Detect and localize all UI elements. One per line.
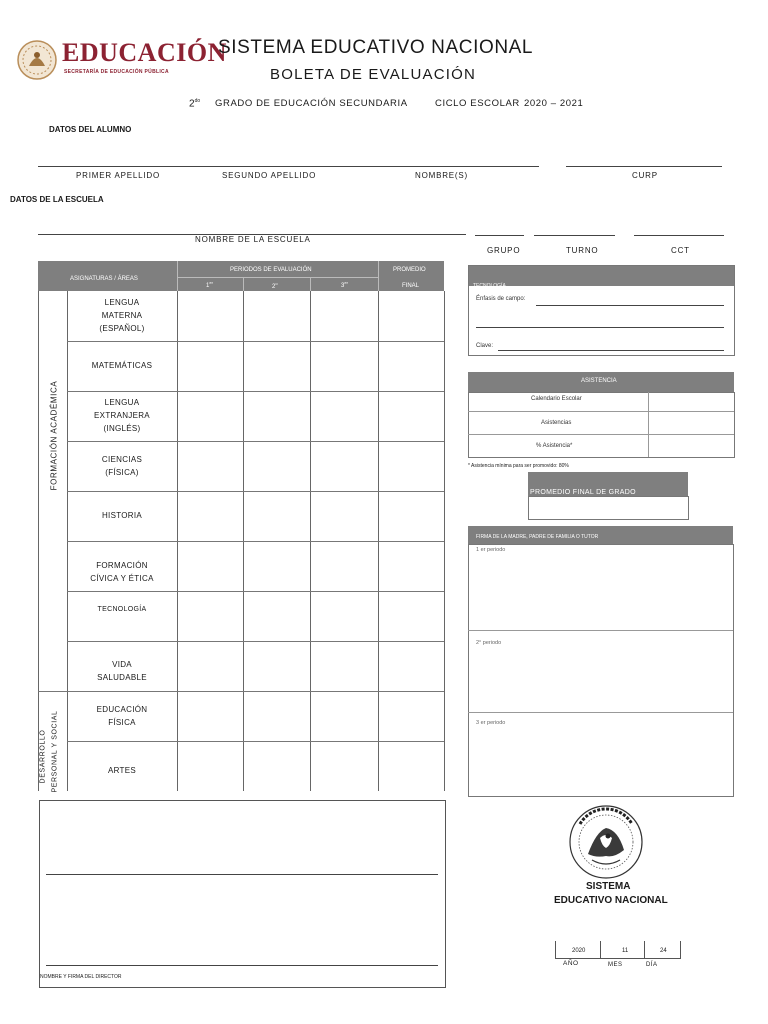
date-day-label: DÍA: [646, 962, 658, 968]
header-divider: [378, 261, 379, 291]
second-surname-label: SEGUNDO APELLIDO: [222, 171, 317, 180]
table-row: [67, 441, 444, 442]
header-divider: [243, 277, 244, 291]
date-year-label: AÑO: [563, 960, 579, 967]
curp-line[interactable]: [566, 166, 722, 167]
subject-vida-saludable: VIDA SALUDABLE: [97, 660, 147, 682]
shift-label: TURNO: [566, 246, 599, 255]
subject-matematicas: MATEMÁTICAS: [91, 361, 153, 370]
eagle-emblem-icon: [16, 39, 58, 81]
student-name-line[interactable]: [38, 166, 539, 167]
group-label-academic: FORMACIÓN ACADÉMICA: [49, 380, 59, 491]
subject-lengua-extranjera: LENGUA EXTRANJERA (INGLÉS): [94, 398, 150, 433]
logo-subtitle: SECRETARÍA DE EDUCACIÓN PÚBLICA: [64, 69, 169, 75]
official-seal: [566, 802, 646, 882]
director-name-line[interactable]: [46, 965, 438, 966]
page-title: SISTEMA EDUCATIVO NACIONAL: [218, 37, 534, 58]
attendance-note: * Asistencia mínima para ser promovido: 80%: [468, 463, 569, 469]
table-border: [444, 291, 445, 791]
subject-lengua-materna: LENGUA MATERNA (ESPAÑOL): [99, 298, 145, 333]
period-2-header: 2$^o$: [272, 281, 278, 290]
subject-historia: HISTORIA: [101, 511, 143, 520]
page-subtitle: BOLETA DE EVALUACIÓN: [270, 66, 476, 83]
director-label: NOMBRE Y FIRMA DEL DIRECTOR: [40, 974, 122, 980]
subject-educacion-fisica: EDUCACIÓN FÍSICA: [96, 705, 148, 727]
first-surname-label: PRIMER APELLIDO: [76, 171, 161, 180]
date-month[interactable]: 11: [622, 948, 629, 954]
grade-number: [189, 98, 200, 109]
final-average-value-box[interactable]: [528, 496, 689, 520]
signature-period-2[interactable]: 2° periodo: [476, 640, 502, 646]
date-divider: [600, 941, 601, 959]
signature-period-3[interactable]: 3 er periodo: [476, 720, 506, 726]
grade-suffix: do: [194, 98, 201, 104]
period-3-header: 3er: [341, 280, 348, 289]
signature-box: [468, 544, 734, 797]
cycle-label: CICLO ESCOLAR: [435, 98, 520, 109]
shift-line[interactable]: [534, 235, 615, 236]
periods-header: PERIODOS DE EVALUACIÓN: [230, 267, 312, 273]
sep-logo: [16, 38, 227, 82]
signature-row-divider: [468, 630, 733, 631]
date-day[interactable]: 24: [660, 948, 667, 954]
director-signature-line[interactable]: [46, 874, 438, 875]
logo-wordmark: EDUCACIÓN: [62, 38, 227, 67]
header-divider: [177, 277, 378, 278]
emphasis-field[interactable]: [536, 305, 724, 306]
signature-period-1[interactable]: 1 er periodo: [476, 547, 506, 553]
table-row: [67, 741, 444, 742]
subject-ciencias: CIENCIAS (FÍSICA): [101, 455, 143, 477]
group-label-personal: DESARROLLO: [39, 729, 47, 784]
header-divider: [310, 277, 311, 291]
average-header: PROMEDIO: [393, 267, 426, 273]
table-row: [67, 391, 444, 392]
table-row: [67, 491, 444, 492]
cct-label: CCT: [671, 246, 690, 255]
period-1-header: 1er: [206, 280, 213, 289]
seal-line-2: EDUCATIVO NACIONAL: [554, 895, 668, 906]
curp-label: CURP: [632, 171, 658, 180]
school-name-label: NOMBRE DE LA ESCUELA: [195, 235, 311, 244]
final-average-label: PROMEDIO FINAL DE GRADO: [530, 489, 636, 496]
student-section-title: DATOS DEL ALUMNO: [49, 125, 132, 134]
attendance-table: [468, 392, 735, 458]
school-section-title: DATOS DE LA ESCUELA: [10, 195, 104, 204]
attendance-row-attended: Asistencias: [541, 420, 572, 426]
table-row: [67, 641, 444, 642]
table-row: [67, 591, 444, 592]
table-row: [38, 691, 444, 692]
table-row: [67, 541, 444, 542]
cct-line[interactable]: [634, 235, 724, 236]
attendance-row-percent: % Asistencia*: [536, 443, 573, 449]
mexican-coat-of-arms-icon: [566, 802, 646, 882]
subject-formacion-civica: FORMACIÓN CÍVICA Y ÉTICA: [90, 561, 154, 583]
subject-tecnologia: TECNOLOGÍA: [97, 606, 147, 613]
attendance-row-calendar: Calendario Escolar: [531, 396, 582, 402]
tecnologia-header-bar: [469, 266, 734, 286]
tecnologia-header: TECNOLOGÍA: [473, 283, 506, 289]
attendance-header: ASISTENCIA: [581, 378, 617, 384]
signature-header: FIRMA DE LA MADRE, PADRE DE FAMILIA O TUTOR: [476, 534, 599, 540]
group-label: GRUPO: [487, 246, 521, 255]
group-label-personal-social: PERSONAL Y SOCIAL: [51, 710, 59, 793]
subject-artes: ARTES: [107, 766, 137, 775]
grade-label: GRADO DE EDUCACIÓN SECUNDARIA: [215, 98, 408, 109]
grade-value: 2: [189, 98, 195, 110]
names-label: NOMBRE(S): [415, 171, 468, 180]
date-divider: [644, 941, 645, 959]
header-divider: [177, 261, 178, 291]
date-month-label: MES: [608, 962, 623, 968]
subjects-header: ASIGNATURAS / ÁREAS: [70, 276, 138, 282]
attendance-col-divider: [648, 392, 649, 457]
attendance-row-divider: [468, 411, 734, 412]
group-line[interactable]: [475, 235, 524, 236]
emphasis-field-line2[interactable]: [476, 327, 724, 328]
director-box: [39, 800, 446, 988]
key-field[interactable]: [498, 350, 724, 351]
key-label: Clave:: [476, 343, 494, 349]
attendance-row-divider: [468, 434, 734, 435]
seal-line-1: SISTEMA: [586, 881, 631, 892]
signature-row-divider: [468, 712, 733, 713]
cycle-value: 2020 – 2021: [524, 98, 584, 109]
date-year[interactable]: 2020: [572, 948, 586, 954]
table-row: [67, 341, 444, 342]
emphasis-label: Énfasis de campo:: [476, 296, 526, 302]
average-header-final: FINAL: [402, 283, 420, 289]
